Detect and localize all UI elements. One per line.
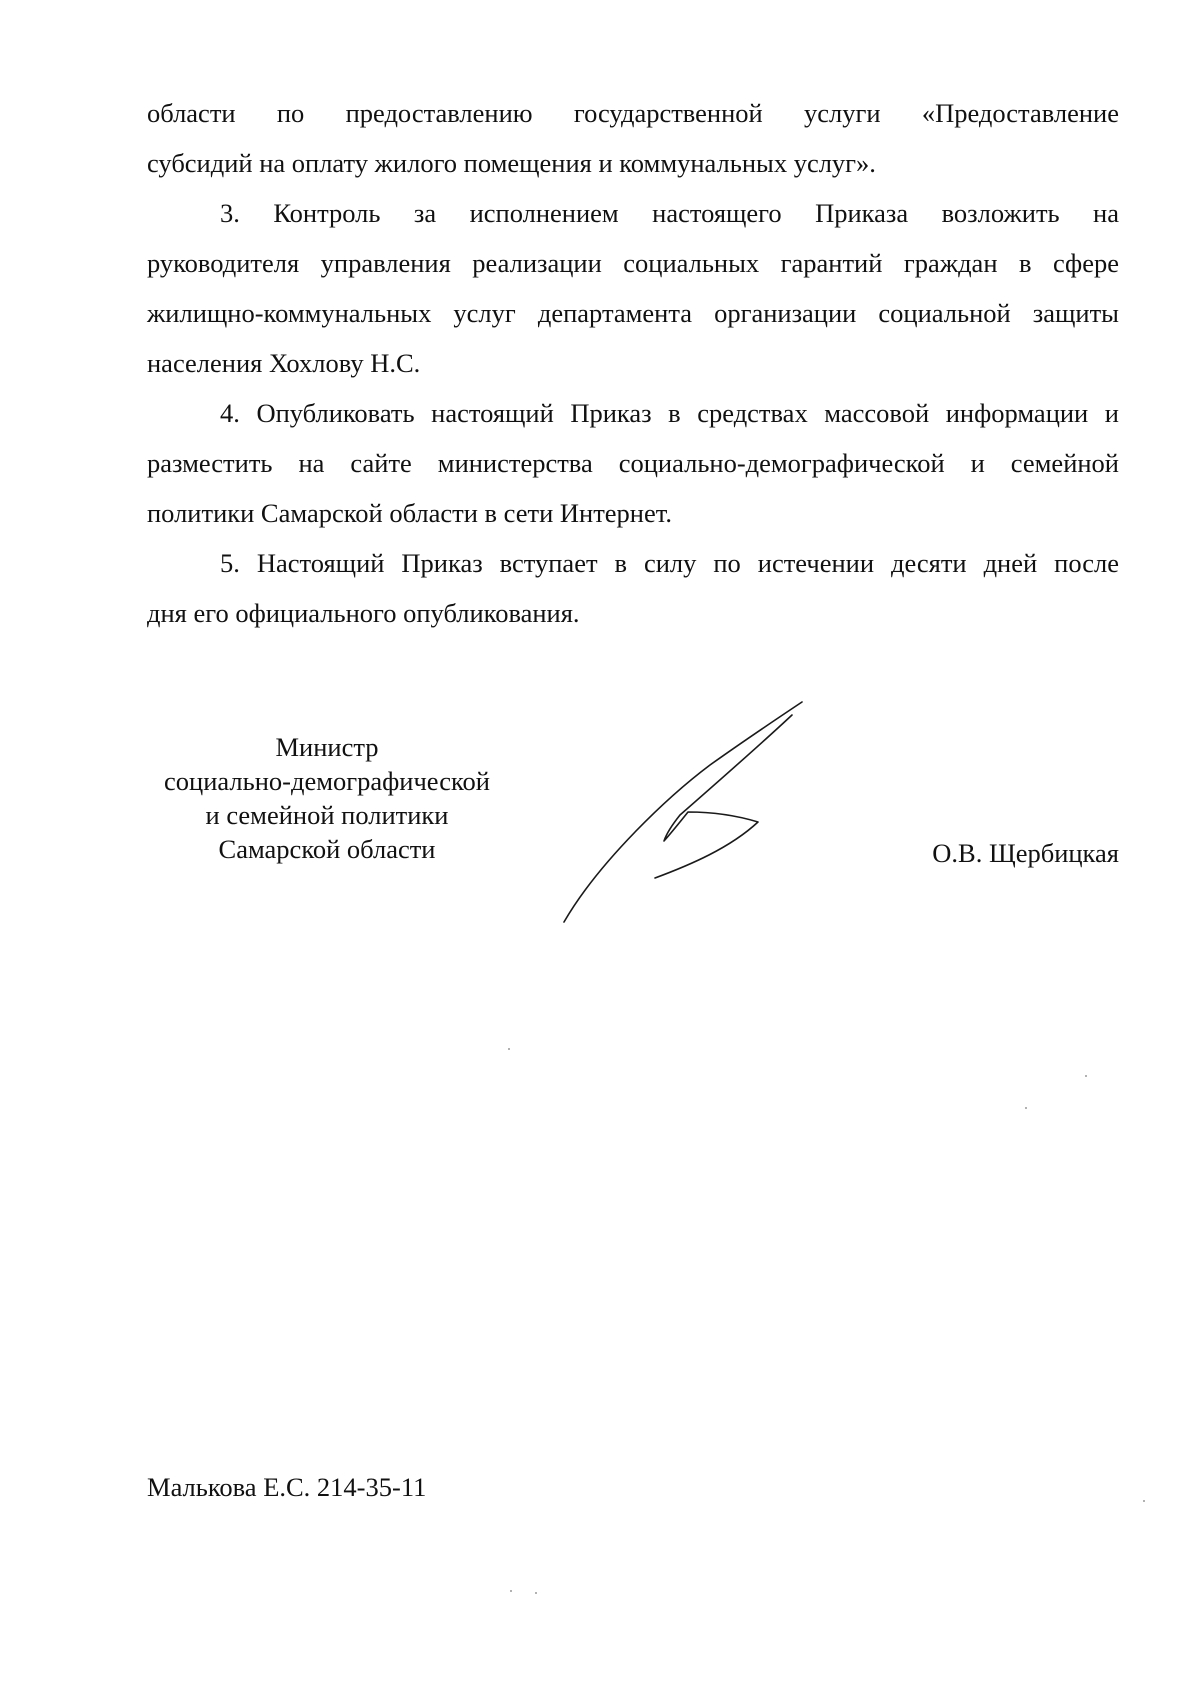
text-line: 4. Опубликовать настоящий Приказ в средствах массовой информации и	[220, 398, 1119, 428]
text-line: дня его официального опубликования.	[147, 598, 580, 628]
text-line: 3. Контроль за исполнением настоящего Приказа возложить на	[220, 198, 1119, 228]
scan-speck	[510, 1590, 512, 1592]
text-line: населения Хохлову Н.С.	[147, 348, 421, 378]
text-line: субсидий на оплату жилого помещения и коммунальных услуг».	[147, 148, 876, 178]
paragraph-3	[147, 388, 1119, 538]
signatory-position	[147, 730, 507, 866]
handwritten-signature	[560, 700, 850, 930]
scan-speck	[535, 1592, 537, 1594]
text-line: руководителя управления реализации социальных гарантий граждан в сфере	[147, 248, 1119, 278]
paragraph-4	[147, 538, 1119, 638]
position-line: и семейной политики	[205, 800, 449, 830]
signature-stroke	[655, 715, 792, 878]
document-body	[147, 88, 1119, 638]
position-line: Министр	[275, 732, 379, 762]
text-line: 5. Настоящий Приказ вступает в силу по истечении десяти дней после	[220, 548, 1119, 578]
text-line: жилищно-коммунальных услуг департамента организации социальной защиты	[147, 298, 1119, 328]
text-line: области по предоставлению государственной услуги «Предоставление	[147, 98, 1119, 128]
scan-speck	[1025, 1107, 1027, 1109]
scan-speck	[1143, 1500, 1145, 1502]
paragraph-1	[147, 88, 1119, 188]
text-line: политики Самарской области в сети Интернет.	[147, 498, 672, 528]
position-line: социально-демографической	[164, 766, 490, 796]
executor-contact: Малькова Е.С. 214-35-11	[147, 1472, 427, 1502]
scan-speck	[508, 1048, 510, 1050]
paragraph-2	[147, 188, 1119, 388]
position-line: Самарской области	[218, 834, 436, 864]
text-line: разместить на сайте министерства социально-демографической и семейной	[147, 448, 1119, 478]
scan-speck	[1085, 1075, 1087, 1077]
signer-name: О.В. Щербицкая	[932, 838, 1119, 868]
